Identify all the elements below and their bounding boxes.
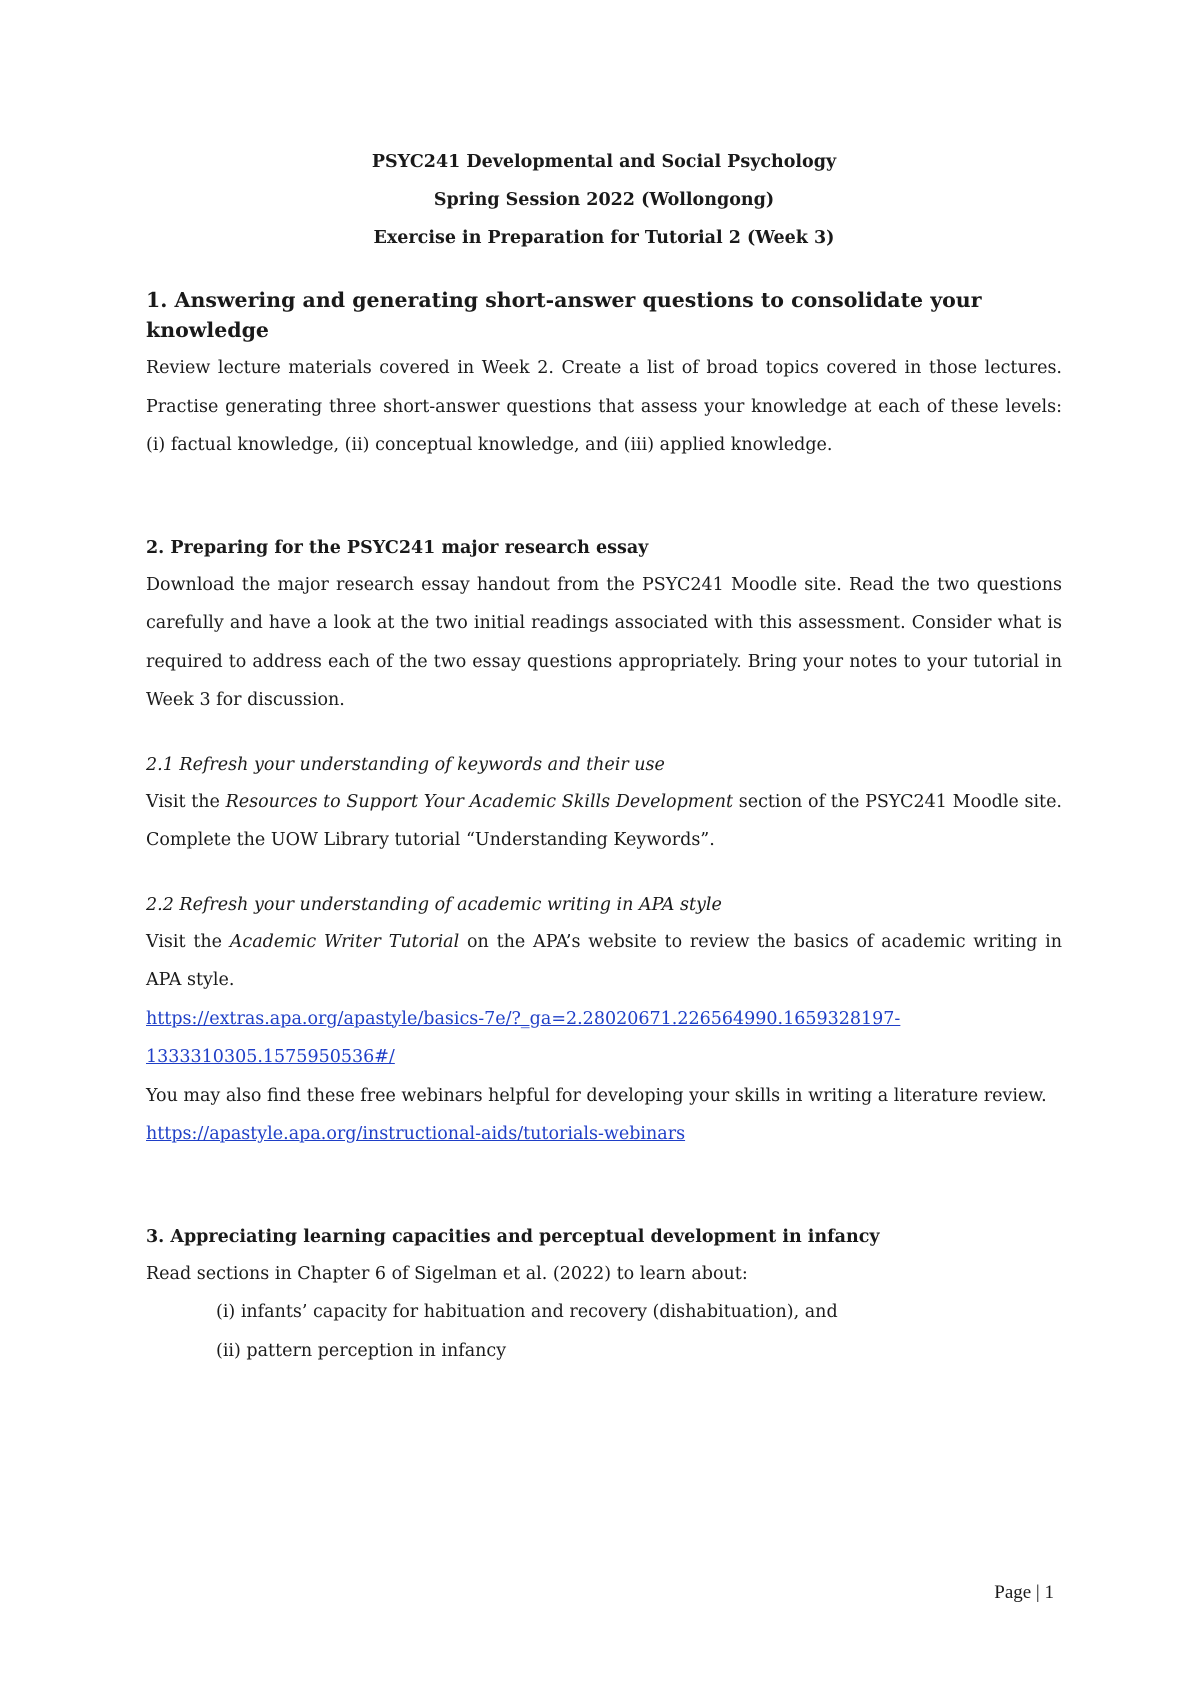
course-title: PSYC241 Developmental and Social Psychology xyxy=(371,152,837,172)
section1-heading: 1. Answering and generating short-answer questions to consolidate your knowledge xyxy=(146,288,982,342)
apa-basics-link-line1: https://extras.apa.org/apastyle/basics-7e/?_ga=2.28020671.226564990.1659328197- xyxy=(146,1008,901,1029)
session-title: Spring Session 2022 (Wollongong) xyxy=(433,190,775,210)
section3-item-1: (i) infants’ capacity for habituation and recovery (dishabituation), and xyxy=(216,1302,838,1322)
section1-body: Review lecture materials covered in Week 2. Create a list of broad topics covered in those lectures. Practise generating three short-answer questions that assess your knowledge at each of these levels: (i) factual knowledge, (ii) conceptual knowledge, and (iii) applied knowledge. xyxy=(146,358,1062,455)
section2-2-body xyxy=(146,923,1062,1000)
academic-writer-tutorial-name: Academic Writer Tutorial xyxy=(229,931,460,952)
document-content xyxy=(146,143,1062,1370)
exercise-title: Exercise in Preparation for Tutorial 2 (Week 3) xyxy=(373,228,835,248)
apa-basics-link-line2: 1333310305.1575950536#/ xyxy=(146,1047,395,1067)
section2-heading: 2. Preparing for the PSYC241 major research essay xyxy=(146,537,649,558)
resources-section-name: Resources to Support Your Academic Skills Development xyxy=(225,791,734,812)
apa-basics-link-block xyxy=(146,1000,1062,1077)
visit-prefix: Visit the xyxy=(146,931,230,952)
spacer xyxy=(146,720,1062,750)
apa-webinars-link[interactable]: https://apastyle.apa.org/instructional-aids/tutorials-webinars xyxy=(146,1124,686,1144)
visit-suffix: on the APA’s website to review the basics of academic writing in APA style. xyxy=(146,931,1062,990)
page-number: Page | 1 xyxy=(994,1582,1054,1603)
webinar-text: You may also find these free webinars helpful for developing your skills in writing a literature review. xyxy=(146,1085,1047,1106)
section2-body: Download the major research essay handout from the PSYC241 Moodle site. Read the two questions carefully and have a look at the two initial readings associated with this assessment. Consider what is required to address each of the two essay questions appropriately. Bring your notes to your tutorial in Week 3 for discussion. xyxy=(146,574,1062,710)
spacer xyxy=(146,1154,1062,1222)
webinar-link-block xyxy=(146,1115,1062,1154)
spacer xyxy=(146,465,1062,533)
section2-1-heading: 2.1 Refresh your understanding of keywords and their use xyxy=(146,754,665,775)
visit-prefix: Visit the xyxy=(146,791,226,812)
section3-body: Read sections in Chapter 6 of Sigelman et al. (2022) to learn about: xyxy=(146,1263,748,1284)
section2-2-heading: 2.2 Refresh your understanding of academic writing in APA style xyxy=(146,894,722,915)
apa-basics-link[interactable] xyxy=(146,1009,900,1068)
section2-1-body xyxy=(146,783,1062,860)
spacer xyxy=(146,860,1062,890)
section3-item-2: (ii) pattern perception in infancy xyxy=(216,1340,507,1361)
section3-heading: 3. Appreciating learning capacities and perceptual development in infancy xyxy=(146,1226,880,1247)
visit-suffix: section of the PSYC241 Moodle site. Complete the UOW Library tutorial “Understanding Keywords”. xyxy=(146,791,1062,850)
